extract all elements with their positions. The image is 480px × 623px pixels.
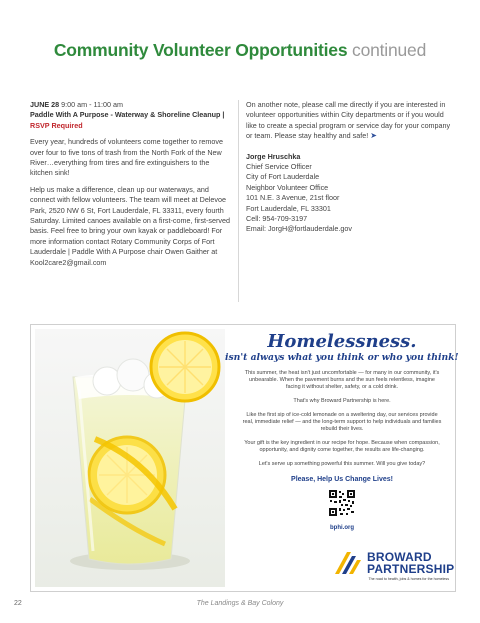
contact-title: Chief Service Officer — [246, 162, 312, 172]
logo-text-broward: BROWARD — [367, 550, 432, 564]
ad-headline: Homelessness. — [267, 331, 417, 352]
qr-code-icon[interactable] — [329, 490, 355, 516]
ad-paragraph-1: This summer, the heat isn't just uncomfortable — for many in our community, it's unbearable. When the pavement burns and the sun feels relentless, imagine facing it without shelter, safety, or a cold drink. — [244, 370, 440, 390]
logo-tagline: The road to health, jobs & homes for the homeless — [368, 577, 449, 581]
event-rsvp: RSVP Required — [30, 120, 83, 130]
event-time: 9:00 am - 11:00 am — [61, 100, 123, 109]
contact-block — [246, 152, 454, 235]
event-description-1: Every year, hundreds of volunteers come together to remove over four to five tons of trash from the North Fork of the New River…everything from tires and fire extinguishers to the kitchen sink! — [30, 137, 223, 178]
ad-text-block — [225, 331, 459, 531]
page-title — [0, 40, 480, 61]
contact-address: 101 N.E. 3 Avenue, 21st floor — [246, 193, 340, 203]
ad-paragraph-2: That's why Broward Partnership is here. — [293, 398, 391, 404]
contact-email[interactable]: Email: JorgH@fortlauderdale.gov — [246, 224, 352, 234]
ad-subheadline: isn't always what you think or who you think! — [225, 352, 459, 363]
contact-name: Jorge Hruschka — [246, 151, 301, 161]
paper-plane-icon: ➤ — [370, 131, 377, 141]
contact-city: Fort Lauderdale, FL 33301 — [246, 203, 331, 213]
event-title: Paddle With A Purpose - Waterway & Shoreline Cleanup | — [30, 110, 225, 120]
contact-phone[interactable]: Cell: 954-709-3197 — [246, 214, 308, 224]
event-description-2: Help us make a difference, clean up our waterways, and connect with fellow volunteers. The team will meet at Delevoe Park, 2520 NW 6 St, Fort Lauderdale, FL 33311, every fourth Saturday. Limited canoes available on a first-come, first-served basis. Feel free to bring your own kayak or paddleboard! For more information contact Rotary Community Corps of Fort Lauderdale | Paddle With A Purpose chair Owen Gaither at Kool2care2@gmail.com — [30, 184, 231, 267]
broward-partnership-emblem-icon — [333, 550, 365, 576]
ad-paragraph-3: Like the first sip of ice-cold lemonade on a sweltering day, our services provide real, immediate relief — and the long-term support to help individuals and families rebuild their lives. — [242, 412, 442, 432]
page-title-continued: continued — [352, 40, 427, 60]
note-paragraph — [246, 100, 454, 142]
logo-text-partnership: PARTNERSHIP — [367, 562, 455, 576]
contact-office: Neighbor Volunteer Office — [246, 182, 329, 192]
left-column — [30, 100, 232, 274]
ad-paragraph-5: Let's serve up something powerful this summer. Will you give today? — [258, 461, 426, 467]
ad-cta: Please, Help Us Change Lives! — [291, 476, 393, 483]
page-number: 22 — [14, 600, 22, 607]
broward-partnership-logo — [331, 549, 455, 585]
ad-url[interactable]: bphi.org — [330, 525, 354, 531]
right-column — [246, 100, 454, 235]
broward-partnership-ad — [30, 324, 459, 592]
contact-org: City of Fort Lauderdale — [246, 172, 320, 182]
note-text: On another note, please call me directly if you are interested in volunteer opportunities within City departments or if you would like to create a special program or service day for your company or team. Please stay healthy and safe! — [246, 100, 451, 141]
event-header — [30, 100, 232, 131]
column-divider — [238, 100, 239, 302]
event-date: JUNE 28 — [30, 100, 60, 109]
ad-paragraph-4: Your gift is the key ingredient in our recipe for hope. Because when compassion, opportunity, and dignity come together, the results are life-changing. — [244, 440, 440, 453]
page-title-main: Community Volunteer Opportunities — [53, 40, 348, 60]
lemonade-glass-image — [35, 329, 225, 587]
publication-name: The Landings & Bay Colony — [196, 600, 284, 607]
